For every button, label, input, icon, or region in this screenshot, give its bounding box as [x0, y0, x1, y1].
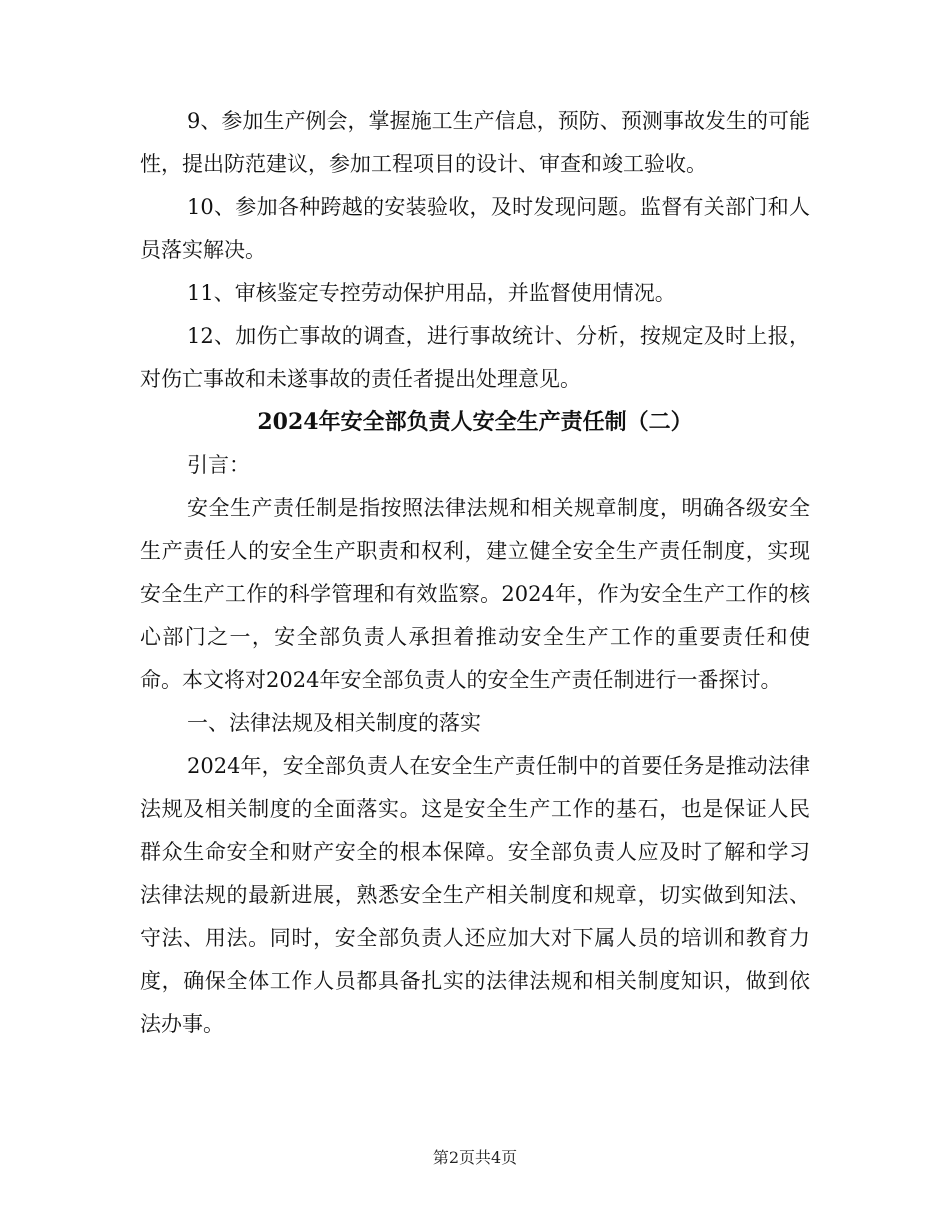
- paragraph-item-11: 11、审核鉴定专控劳动保护用品，并监督使用情况。: [187, 281, 676, 305]
- page-number-footer: 第2页共4页: [432, 1148, 518, 1167]
- section-title: 2024年安全部负责人安全生产责任制（二）: [257, 409, 693, 435]
- legal-compliance-paragraph: 2024年，安全部负责人在安全生产责任制中的首要任务是推动法律法规及相关制度的全面落实。这是安全生产工作的基石，也是保证人民群众生命安全和财产安全的根本保障。安全部负责人应及时了解和学习法律法规的最新进展，熟悉安全生产相关制度和规章，切实做到知法、守法、用法。同时，安全部负责人还应加大对下属人员的培训和教育力度，确保全体工作人员都具备扎实的法律法规和相关制度知识，做到依法办事。: [140, 754, 810, 1036]
- document-body: [140, 100, 810, 1046]
- paragraph-item-9: 9、参加生产例会，掌握施工生产信息，预防、预测事故发生的可能性，提出防范建议，参加工程项目的设计、审查和竣工验收。: [140, 109, 810, 176]
- intro-label: 引言：: [187, 453, 250, 477]
- subheading-legal-compliance: 一、法律法规及相关制度的落实: [187, 711, 481, 735]
- paragraph-item-12: 12、加伤亡事故的调查，进行事故统计、分析，按规定及时上报，对伤亡事故和未遂事故的责任者提出处理意见。: [140, 324, 810, 391]
- intro-paragraph: 安全生产责任制是指按照法律法规和相关规章制度，明确各级安全生产责任人的安全生产职责和权利，建立健全安全生产责任制度，实现安全生产工作的科学管理和有效监察。2024年，作为安全生产工作的核心部门之一，安全部负责人承担着推动安全生产工作的重要责任和使命。本文将对2024年安全部负责人的安全生产责任制进行一番探讨。: [140, 496, 810, 692]
- paragraph-item-10: 10、参加各种跨越的安装验收，及时发现问题。监督有关部门和人员落实解决。: [140, 195, 810, 262]
